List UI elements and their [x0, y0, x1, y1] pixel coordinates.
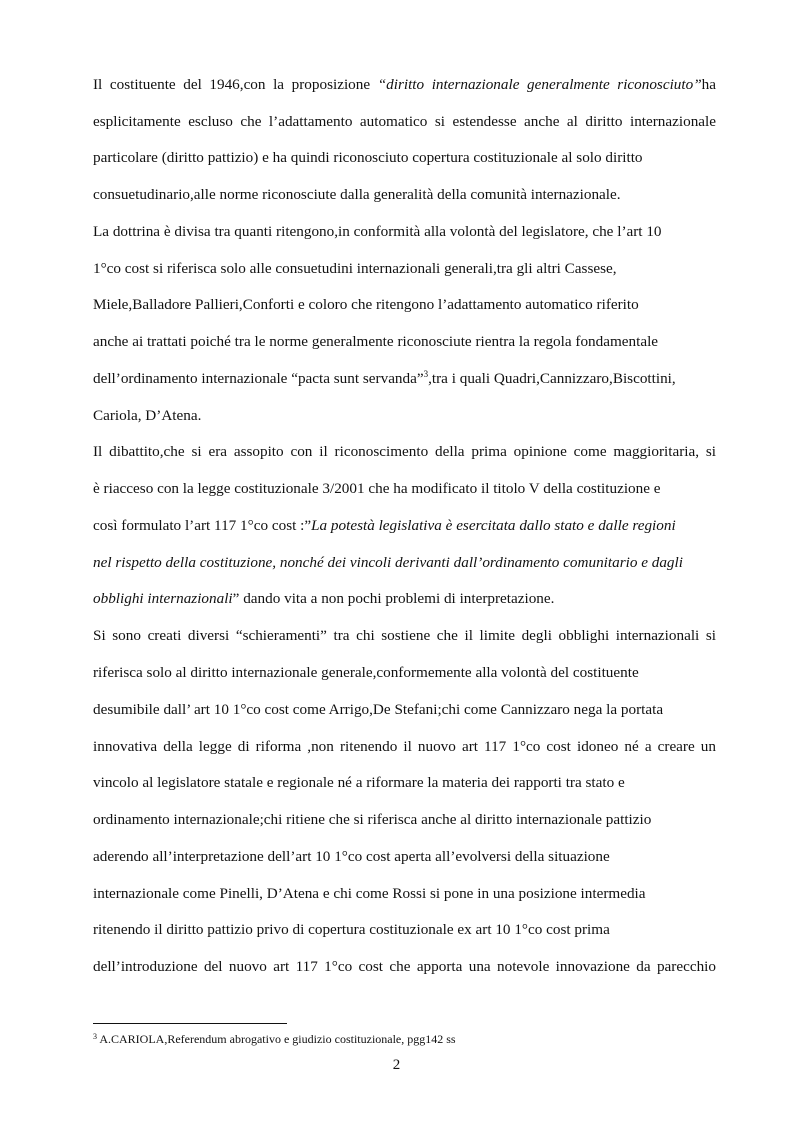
footnote-reference[interactable]: 3	[423, 369, 429, 379]
text-line-19: innovativa della legge di riforma ,non ritenendo il nuovo art 117 1°co cost idoneo né a creare un	[93, 738, 716, 755]
text-line-11: Il dibattito,che si era assopito con il riconoscimento della prima opinione come maggioritaria, si	[93, 443, 716, 460]
text-span: così formulato l’art 117 1°co cost :”	[93, 517, 312, 534]
text-line-22: aderendo all’interpretazione dell’art 10 1°co cost aperta all’evolversi della situazione	[93, 848, 610, 865]
text-line-8: anche ai trattati poiché tra le norme generalmente riconosciute rientra la regola fondamentale	[93, 333, 659, 350]
text-span: ,tra i quali Quadri,Cannizzaro,Biscottini,	[428, 370, 676, 387]
footnote-text: A.CARIOLA,Referendum abrogativo e giudizio costituzionale, pgg142 ss	[97, 1032, 456, 1046]
text-span: dell’ordinamento internazionale “pacta sunt servanda”	[93, 370, 424, 387]
italic-quote: “diritto internazionale generalmente riconosciuto”	[377, 76, 702, 93]
text-span: Il costituente del 1946,con la proposizione	[93, 76, 378, 93]
text-line-6: 1°co cost si riferisca solo alle consuetudini internazionali generali,tra gli altri Cassese,	[93, 260, 617, 277]
text-line-15	[93, 590, 554, 608]
text-line-18: desumibile dall’ art 10 1°co cost come Arrigo,De Stefani;chi come Cannizzaro nega la portata	[93, 701, 664, 718]
text-line-3: particolare (diritto pattizio) e ha quindi riconosciuto copertura costituzionale al solo diritto	[93, 149, 643, 166]
page-number: 2	[392, 1057, 401, 1073]
footnote-separator	[93, 1023, 287, 1024]
text-line-14: nel rispetto della costituzione, nonché dei vincoli derivanti dall’ordinamento comunitario e dagli	[93, 554, 683, 571]
text-line-7: Miele,Balladore Pallieri,Conforti e coloro che ritengono l’adattamento automatico riferito	[93, 296, 639, 313]
footnote-marker: 3	[93, 1032, 97, 1041]
text-line-20: vincolo al legislatore statale e regionale né a riformare la materia dei rapporti tra stato e	[93, 774, 625, 791]
text-line-2: esplicitamente escluso che l’adattamento automatico si estendesse anche al diritto internazionale	[93, 113, 716, 130]
text-line-24: ritenendo il diritto pattizio privo di copertura costituzionale ex art 10 1°co cost prima	[93, 921, 610, 938]
text-line-1	[93, 76, 716, 94]
text-span: ” dando vita a non pochi problemi di interpretazione.	[232, 590, 555, 607]
text-line-9	[93, 370, 676, 388]
text-line-4: consuetudinario,alle norme riconosciute dalla generalità della comunità internazionale.	[93, 186, 621, 203]
text-line-25: dell’introduzione del nuovo art 117 1°co cost che apporta una notevole innovazione da parecchio	[93, 958, 716, 975]
italic-quote: La potestà legislativa è esercitata dallo stato e dalle regioni	[311, 517, 676, 534]
text-line-23: internazionale come Pinelli, D’Atena e chi come Rossi si pone in una posizione intermedia	[93, 885, 646, 902]
text-line-10: Cariola, D’Atena.	[93, 407, 202, 424]
text-line-21: ordinamento internazionale;chi ritiene che si riferisca anche al diritto internazionale pattizio	[93, 811, 652, 828]
footnote	[93, 1032, 456, 1047]
text-span: ha	[701, 76, 717, 93]
text-line-16: Si sono creati diversi “schieramenti” tra chi sostiene che il limite degli obblighi internazionali si	[93, 627, 716, 644]
text-line-12: è riacceso con la legge costituzionale 3/2001 che ha modificato il titolo V della costituzione e	[93, 480, 661, 497]
text-line-13	[93, 517, 676, 535]
italic-quote: obblighi internazionali	[93, 590, 233, 607]
text-line-17: riferisca solo al diritto internazionale generale,conformemente alla volontà del costituente	[93, 664, 639, 681]
text-line-5: La dottrina è divisa tra quanti ritengono,in conformità alla volontà del legislatore, che l’art 10	[93, 223, 662, 240]
